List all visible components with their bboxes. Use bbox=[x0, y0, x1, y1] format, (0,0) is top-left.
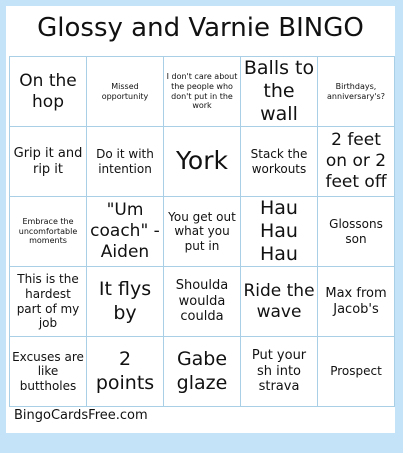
bingo-cell: Stack the workouts bbox=[241, 127, 318, 197]
bingo-cell: Prospect bbox=[318, 337, 395, 407]
bingo-cell: Balls to the wall bbox=[241, 57, 318, 127]
bingo-cell: It flys by bbox=[87, 267, 164, 337]
bingo-cell: Hau Hau Hau bbox=[241, 197, 318, 267]
bingo-cell: Birthdays, anniversary's? bbox=[318, 57, 395, 127]
bingo-cell: I don't care about the people who don't put in the work bbox=[164, 57, 241, 127]
card-title: Glossy and Varnie BINGO bbox=[37, 13, 364, 43]
bingo-card bbox=[6, 6, 395, 433]
bingo-cell: Do it with intention bbox=[87, 127, 164, 197]
bingo-grid bbox=[9, 56, 395, 407]
bingo-cell: Glossons son bbox=[318, 197, 395, 267]
footer-credit: BingoCardsFree.com bbox=[14, 408, 148, 423]
bingo-cell: Shoulda woulda coulda bbox=[164, 267, 241, 337]
bingo-cell: Gabe glaze bbox=[164, 337, 241, 407]
bingo-cell: On the hop bbox=[10, 57, 87, 127]
bingo-cell: Embrace the uncomfortable moments bbox=[10, 197, 87, 267]
bingo-cell: Missed opportunity bbox=[87, 57, 164, 127]
bingo-cell: Excuses are like buttholes bbox=[10, 337, 87, 407]
bingo-cell: Ride the wave bbox=[241, 267, 318, 337]
bingo-cell: This is the hardest part of my job bbox=[10, 267, 87, 337]
bingo-cell: "Um coach" -Aiden bbox=[87, 197, 164, 267]
bingo-cell: 2 points bbox=[87, 337, 164, 407]
bingo-cell: Grip it and rip it bbox=[10, 127, 87, 197]
bingo-cell: 2 feet on or 2 feet off bbox=[318, 127, 395, 197]
bingo-cell: You get out what you put in bbox=[164, 197, 241, 267]
bingo-cell: Max from Jacob's bbox=[318, 267, 395, 337]
bingo-cell: Put your sh into strava bbox=[241, 337, 318, 407]
bingo-cell: York bbox=[164, 127, 241, 197]
